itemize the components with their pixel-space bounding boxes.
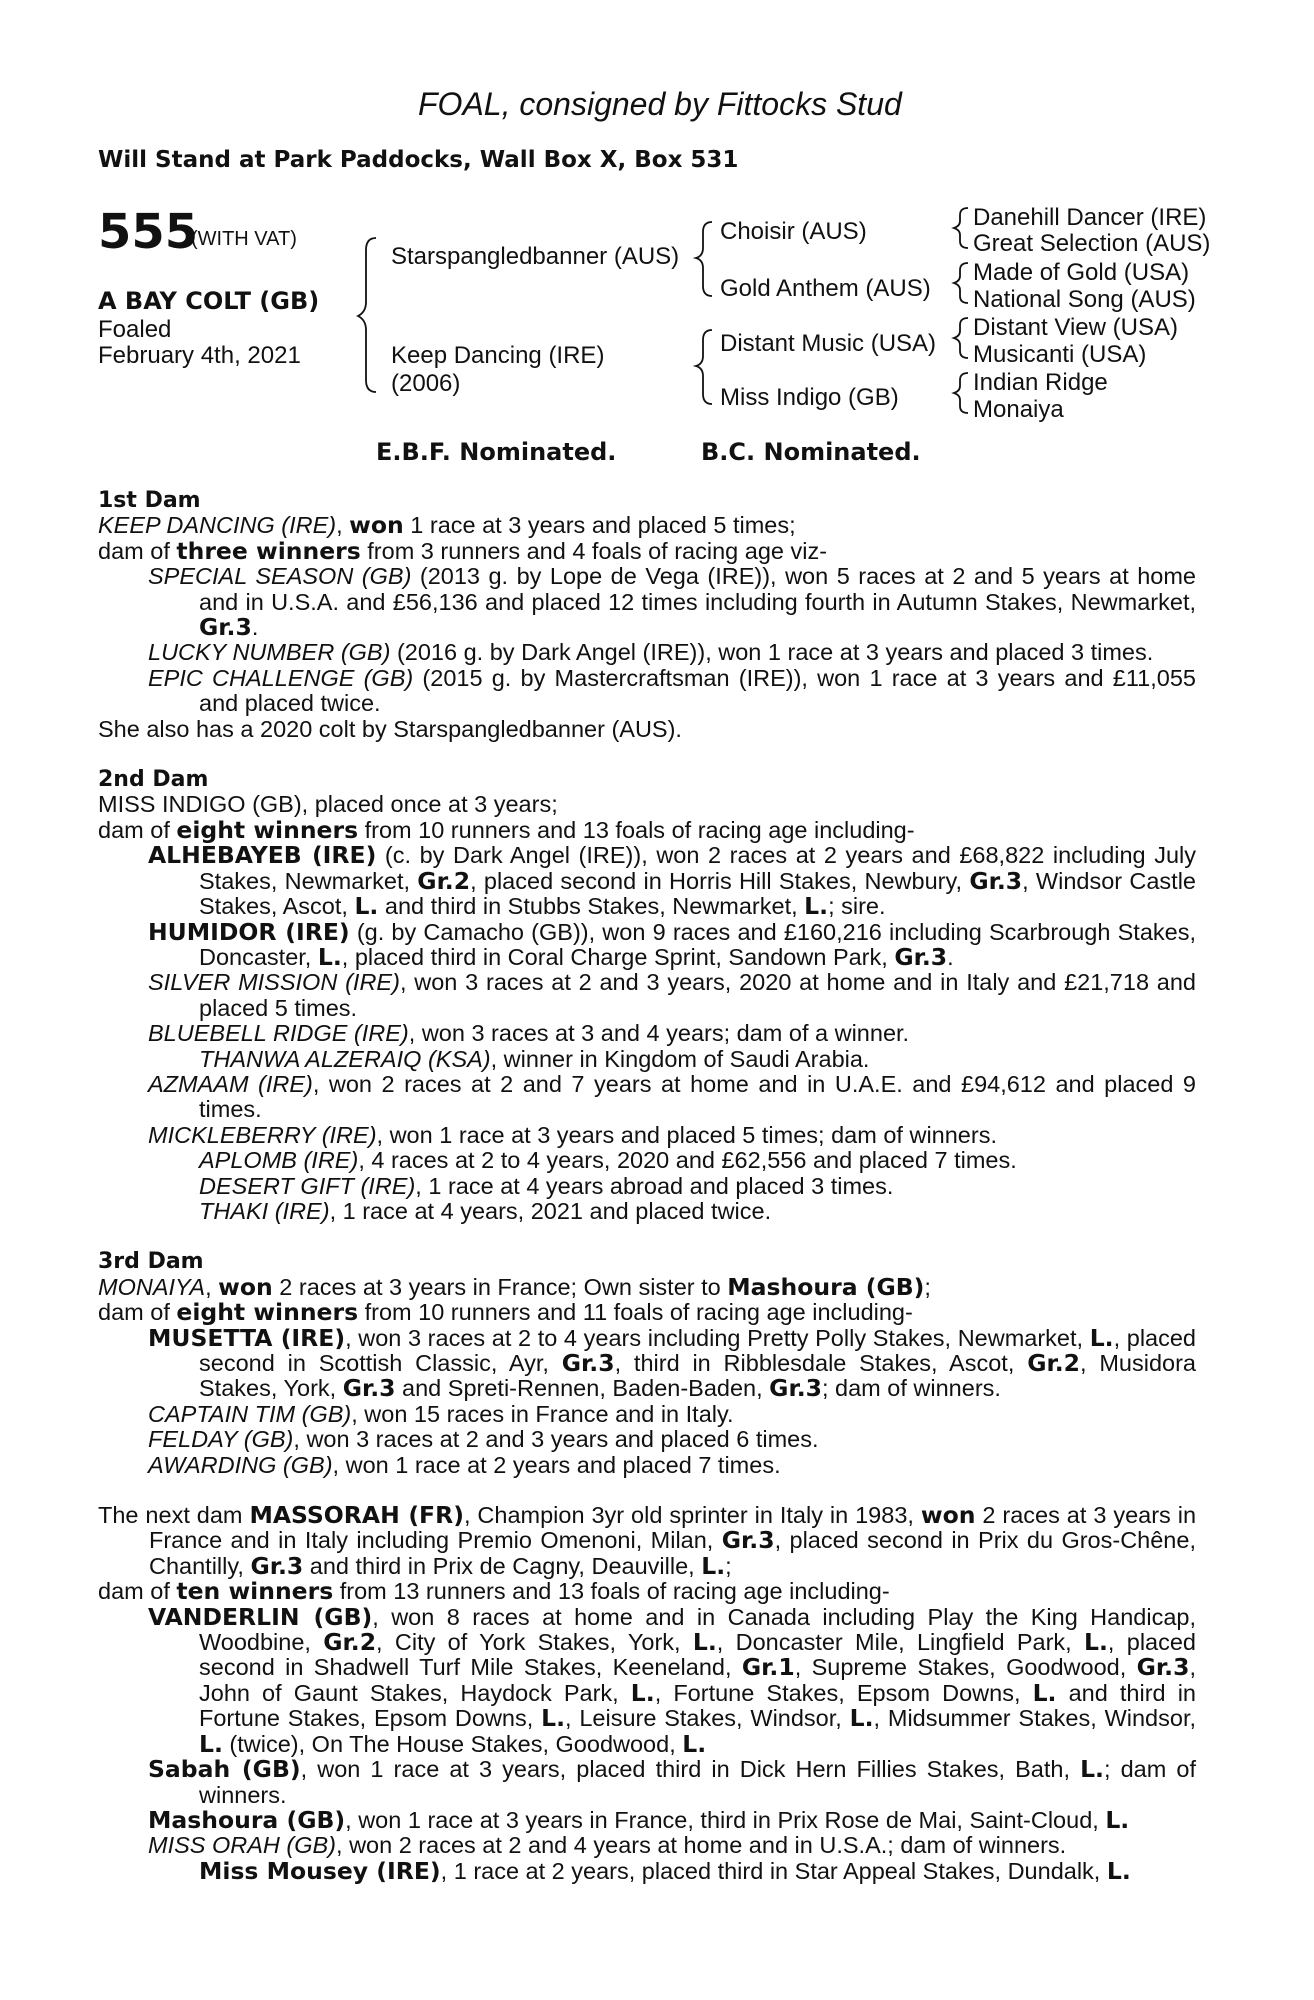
dam-entry: KEEP DANCING (IRE), won 1 race at 3 years and placed 5 times; — [98, 511, 796, 540]
list-item: Mashoura (GB), won 1 race at 3 years in France, third in Prix Rose de Mai, Saint-Cloud, L. — [148, 1805, 1130, 1834]
lot-description: A BAY COLT (GB) — [98, 287, 320, 315]
list-item: SILVER MISSION (IRE), won 3 races at 2 and 3 years, 2020 at home and in Italy and £21,718 and placed 5 times. — [148, 969, 1197, 1021]
stabling-location: Will Stand at Park Paddocks, Wall Box X, Box 531 — [98, 147, 739, 173]
list-item: AWARDING (GB), won 1 race at 2 years and placed 7 times. — [148, 1451, 781, 1478]
dam-sire: Distant Music (USA) — [720, 330, 937, 357]
list-item: FELDAY (GB), won 3 races at 2 and 3 years and placed 6 times. — [148, 1426, 819, 1453]
second-dam-produce-summary: dam of eight winners from 10 runners and 13 foals of racing age including- — [98, 815, 915, 844]
next-dam-produce-summary: dam of ten winners from 13 runners and 13 foals of racing age including- — [98, 1577, 890, 1606]
list-item: AZMAAM (IRE), won 2 races at 2 and 7 years at home and in U.A.E. and £94,612 and placed 9 times. — [148, 1070, 1196, 1123]
foaled-label: Foaled — [98, 316, 172, 343]
ebf-nomination: E.B.F. Nominated. — [376, 438, 617, 466]
list-item: MUSETTA (IRE), won 3 races at 2 to 4 years including Pretty Polly Stakes, Newmarket, L., placed second in Scottish Classic, Ayr, Gr.3, third in Ribblesdale Stakes, Ascot, Gr.2, Musidora Stakes, York, Gr.3 and Spreti-Rennen, Baden-Baden, Gr.3; dam of winners. — [148, 1323, 1197, 1403]
foaled-date: February 4th, 2021 — [98, 342, 301, 369]
pedigree-g1: Danehill Dancer (IRE) — [973, 204, 1207, 231]
pedigree-g7: Indian Ridge — [973, 369, 1108, 396]
list-item: MISS ORAH (GB), won 2 races at 2 and 4 years at home and in U.S.A.; dam of winners. — [148, 1832, 1067, 1859]
list-item: BLUEBELL RIDGE (IRE), won 3 races at 3 and 4 years; dam of a winner. — [148, 1020, 910, 1047]
list-item: SPECIAL SEASON (GB) (2013 g. by Lope de Vega (IRE)), won 5 races at 2 and 5 years at home and in U.S.A. and £56,136 and placed 12 times including fourth in Autumn Stakes, Newmarket, Gr.3. — [148, 563, 1196, 642]
second-dam-entry: MISS INDIGO (GB), placed once at 3 years; — [98, 791, 558, 818]
pedigree-g4: National Song (AUS) — [973, 286, 1196, 313]
list-item: VANDERLIN (GB), won 8 races at home and in Canada including Play the King Handicap, Woodbine, Gr.2, City of York Stakes, York, L., Doncaster Mile, Lingfield Park, L., placed second in Shadwell Turf Mile Stakes, Keeneland, Gr.1, Supreme Stakes, Goodwood, Gr.3, John of Gaunt Stakes, Haydock Park, L., Fortune Stakes, Epsom Downs, L. and third in Fortune Stakes, Epsom Downs, L., Leisure Stakes, Windsor, L., Midsummer Stakes, Windsor, L. (twice), On The House Stakes, Goodwood, L. — [148, 1602, 1197, 1758]
list-item: CAPTAIN TIM (GB), won 15 races in France and in Italy. — [148, 1400, 734, 1427]
first-dam-heading: 1st Dam — [98, 488, 201, 513]
sire-sire: Choisir (AUS) — [720, 218, 867, 245]
third-dam-entry: MONAIYA, won 2 races at 3 years in France; Own sister to Mashoura (GB); — [98, 1272, 931, 1301]
dam-produce-summary: dam of three winners from 3 runners and 4 foals of racing age viz- — [98, 536, 828, 565]
list-item: She also has a 2020 colt by Starspangledbanner (AUS). — [98, 715, 682, 742]
pedigree-g5: Distant View (USA) — [973, 314, 1178, 341]
list-item: HUMIDOR (IRE) (g. by Camacho (GB)), won 9 races and £160,216 including Scarbrough Stakes, Doncaster, L., placed third in Coral Charge Sprint, Sandown Park, Gr.3. — [148, 917, 1196, 971]
dam: Keep Dancing (IRE) — [391, 342, 605, 369]
third-dam-produce-summary: dam of eight winners from 10 runners and 11 foals of racing age including- — [98, 1298, 913, 1327]
page-title: FOAL, consigned by Fittocks Stud — [418, 86, 902, 122]
list-item: MICKLEBERRY (IRE), won 1 race at 3 years and placed 5 times; dam of winners. — [148, 1121, 997, 1148]
produce-record — [98, 488, 1196, 1884]
list-item: ALHEBAYEB (IRE) (c. by Dark Angel (IRE)), won 2 races at 2 years and £68,822 including July Stakes, Newmarket, Gr.2, placed second in Horris Hill Stakes, Newbury, Gr.3, Windsor Castle Stakes, Ascot, L. and third in Stubbs Stakes, Newmarket, L.; sire. — [148, 841, 1196, 921]
list-item: THAKI (IRE), 1 race at 4 years, 2021 and placed twice. — [199, 1197, 772, 1224]
third-dam-heading: 3rd Dam — [98, 1249, 204, 1275]
list-item: LUCKY NUMBER (GB) (2016 g. by Dark Angel (IRE)), won 1 race at 3 years and placed 3 times. — [148, 639, 1154, 666]
second-dam-heading: 2nd Dam — [98, 767, 209, 793]
list-item: APLOMB (IRE), 4 races at 2 to 4 years, 2020 and £62,556 and placed 7 times. — [199, 1147, 1017, 1174]
list-item: THANWA ALZERAIQ (KSA), winner in Kingdom of Saudi Arabia. — [199, 1045, 870, 1072]
pedigree-g8: Monaiya — [973, 396, 1064, 423]
sire: Starspangledbanner (AUS) — [391, 243, 680, 270]
dam-year: (2006) — [391, 370, 461, 397]
next-dam-entry: The next dam MASSORAH (FR), Champion 3yr old sprinter in Italy in 1983, won 2 races at 3 years in France and in Italy including Premio Omenoni, Milan, Gr.3, placed second in Prix du Gros-Chêne, Chantilly, Gr.3 and third in Prix de Cagny, Deauville, L.; — [98, 1501, 1197, 1580]
pedigree-g2: Great Selection (AUS) — [973, 230, 1211, 257]
pedigree-g6: Musicanti (USA) — [973, 341, 1147, 368]
list-item: Miss Mousey (IRE), 1 race at 2 years, placed third in Star Appeal Stakes, Dundalk, L. — [199, 1856, 1131, 1885]
pedigree-g3: Made of Gold (USA) — [973, 259, 1190, 286]
list-item: Sabah (GB), won 1 race at 3 years, placed third in Dick Hern Fillies Stakes, Bath, L.; dam of winners. — [148, 1755, 1196, 1808]
list-item: EPIC CHALLENGE (GB) (2015 g. by Mastercraftsman (IRE)), won 1 race at 3 years and £11,055 and placed twice. — [148, 664, 1196, 717]
vat-note: (WITH VAT) — [191, 228, 297, 250]
bc-nomination: B.C. Nominated. — [701, 438, 921, 466]
lot-number: 555 — [98, 204, 199, 260]
dam-dam: Miss Indigo (GB) — [720, 384, 899, 411]
list-item: DESERT GIFT (IRE), 1 race at 4 years abroad and placed 3 times. — [199, 1172, 894, 1199]
sire-dam: Gold Anthem (AUS) — [720, 275, 931, 302]
